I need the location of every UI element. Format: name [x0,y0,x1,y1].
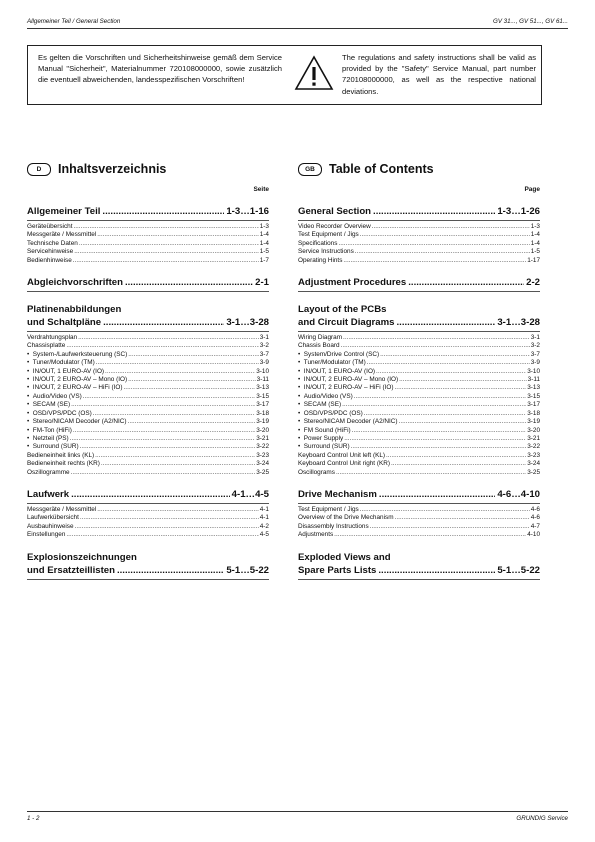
dot-leader [93,410,255,418]
dot-leader [354,393,526,401]
dot-leader [378,564,495,577]
dot-leader [397,316,496,329]
toc-entry-page: 3-23 [527,451,540,459]
toc-entry-title: • IN/OUT, 1 EURO-AV (IO) [298,368,375,376]
toc-section-page: 1-3…1-16 [226,206,269,217]
toc-entry [27,359,269,367]
toc-entry [298,223,540,231]
toc-entry-page: 3-15 [527,392,540,400]
header-right-text: GV 31..., GV 51..., GV 61... [493,18,568,25]
toc-section [298,303,540,477]
toc-entry-page: 3-7 [530,350,540,358]
toc-section-page: 5-1…5-22 [226,564,269,576]
toc-section-title: Spare Parts Lists [298,564,377,576]
dot-leader [391,460,526,468]
toc-section-title-line1: Exploded Views and [298,551,391,563]
toc-entry-title: Bedieneinheit rechts (KR) [27,460,100,468]
dot-leader [379,488,495,501]
dot-leader [360,231,530,239]
toc-entry [298,531,540,539]
dot-leader [79,240,259,248]
toc-section-heading [27,564,269,577]
toc-entry-page: 3-11 [527,376,540,384]
toc-entry [27,342,269,350]
toc-entry-page: 1-17 [527,256,540,264]
toc-entry [298,514,540,522]
toc-entry [298,410,540,418]
toc-entry [298,460,540,468]
toc-entry-title: • Netzteil (PS) [27,435,69,443]
toc-entry-page: 4-6 [530,505,540,513]
toc-entry-title: Chassis Board [298,342,340,350]
toc-entry [298,231,540,239]
toc-section-page: 5-1…5-22 [497,564,540,576]
section-divider [27,579,269,580]
toc-entry-page: 3-21 [256,434,269,442]
toc-entry-title: Keyboard Control Unit right (KR) [298,460,390,468]
toc-english-title [298,160,540,178]
dot-leader [95,452,255,460]
toc-entry [298,248,540,256]
toc-section [298,276,540,292]
toc-entry-page: 3-24 [527,460,540,468]
dot-leader [373,205,495,218]
toc-entry-page: 3-25 [256,468,269,476]
section-divider [27,503,269,504]
toc-entry [27,223,269,231]
toc-german-title [27,160,269,178]
toc-entry-page: 3-13 [256,384,269,392]
dot-leader [105,368,255,376]
toc-entry [27,368,269,376]
toc-entry [298,443,540,451]
toc-entry-title: Keyboard Control Unit left (KL) [298,451,386,459]
toc-entry-title: • System-/Laufwerksteuerung (SC) [27,351,127,359]
toc-entry-title: Ausbauhinweise [27,522,74,530]
toc-entry-page: 1-4 [259,231,269,239]
toc-entry-page: 4-7 [530,522,540,530]
toc-entry-title: Wiring Diagram [298,334,343,342]
toc-section [298,205,540,265]
page-header [27,16,568,29]
toc-entry-title: Overview of the Drive Mechanism [298,514,394,522]
toc-entry-page: 1-5 [530,248,540,256]
dot-leader [338,240,529,248]
toc-entry [298,452,540,460]
language-badge-gb: GB [298,163,322,176]
toc-entry-page: 3-23 [256,451,269,459]
warning-triangle-icon [294,55,334,91]
dot-leader [360,506,530,514]
toc-entry-title: Adjustments [298,531,334,539]
toc-entry [27,531,269,539]
toc-entry-page: 3-25 [527,468,540,476]
dot-leader [380,351,530,359]
dot-leader [351,443,527,451]
dot-leader [96,359,259,367]
toc-entry-title: • Stereo/NICAM Decoder (A2/NIC) [298,418,398,426]
toc-entry [27,452,269,460]
toc-entry-page: 3-9 [530,359,540,367]
toc-section-heading [298,316,540,329]
toc-entry [27,460,269,468]
dot-leader [70,435,256,443]
toc-entry [27,351,269,359]
toc-entry-page: 3-19 [527,418,540,426]
toc-section [298,551,540,580]
toc-entry [298,376,540,384]
dot-leader [125,276,253,289]
toc-entry-title: Test Equipment / Jigs [298,231,359,239]
toc-entry-page: 1-4 [530,231,540,239]
toc-entry-page: 3-18 [527,409,540,417]
toc-entry [27,334,269,342]
toc-entry-title: Operating Hints [298,256,343,264]
toc-section-heading [27,488,269,501]
toc-entry-page: 1-3 [259,223,269,230]
toc-entry [298,506,540,514]
toc-entry-title: • Power Supply [298,435,343,443]
toc-entry-title: • Audio/Video (VS) [27,393,82,401]
toc-section-page: 2-2 [526,277,540,289]
toc-entry [298,351,540,359]
toc-entry [298,334,540,342]
dot-leader [395,384,527,392]
toc-entry [27,376,269,384]
dot-leader [71,469,256,477]
toc-entry-title: Servicehinweise [27,248,74,256]
toc-entry-page: 1-4 [530,239,540,247]
toc-entry [27,469,269,477]
toc-entry-page: 3-20 [527,426,540,434]
dot-leader [73,427,255,435]
toc-entry [298,393,540,401]
toc-entry-page: 3-15 [256,392,269,400]
dot-leader [364,410,526,418]
toc-entry [27,523,269,531]
toc-entry-title: • IN/OUT, 2 EURO-AV – Mono (IO) [27,376,127,384]
toc-section-page: 2-1 [255,277,269,289]
toc-section-title-line1: Platinenabbildungen [27,304,122,316]
toc-section-heading [298,564,540,577]
toc-entry-page: 3-24 [256,460,269,468]
toc-entry-page: 3-1 [259,334,269,342]
toc-entry-page: 3-7 [259,350,269,358]
toc-entry [27,435,269,443]
dot-leader [97,231,258,239]
section-divider [298,291,540,292]
toc-entry-title: • IN/OUT, 1 EURO-AV (IO) [27,368,104,376]
toc-entry-page: 4-1 [259,505,269,513]
dot-leader [78,334,259,342]
toc-entry-title: Oszillogramme [27,468,70,476]
toc-entry-page: 3-20 [256,426,269,434]
dot-leader [334,531,526,539]
toc-entry [298,342,540,350]
dot-leader [97,506,258,514]
toc-entry [27,410,269,418]
toc-section-page: 3-1…3-28 [497,317,540,329]
toc-entry [27,384,269,392]
toc-section-title-line1: Layout of the PCBs [298,304,387,316]
toc-entry-page: 4-10 [527,531,540,539]
toc-entry [298,384,540,392]
toc-entry-title: • Tuner/Modulator (TM) [298,359,366,367]
toc-section [27,551,269,580]
toc-sections [298,205,540,580]
header-left-text: Allgemeiner Teil / General Section [27,18,121,25]
toc-entry [298,401,540,409]
toc-entry-title: • OSD/VPS/PDC (OS) [298,410,363,418]
toc-entry-page: 3-11 [256,376,269,384]
toc-entry-title: Specifications [298,239,338,247]
dot-leader [336,469,526,477]
dot-leader [367,359,530,367]
dot-leader [75,523,259,531]
toc-entry [298,523,540,531]
toc-entry [27,514,269,522]
toc-section-page: 4-1…4-5 [231,488,269,500]
dot-leader [386,452,526,460]
safety-notice-english: The regulations and safety instructions shall be valid as provided by the "Safety" Service Manual, part number 720108000000, as well as the respective national deviations. [342,53,536,96]
language-badge-de: D [27,163,51,176]
toc-section-title: Adjustment Procedures [298,277,407,289]
toc-entry-title: Video Recorder Overview [298,223,371,230]
toc-section-heading [27,316,269,329]
toc-entry [27,231,269,239]
toc-section [27,205,269,265]
toc-section-title: Drive Mechanism [298,488,377,500]
toc-entry [27,240,269,248]
toc-entry-page: 3-17 [256,401,269,409]
toc-section-title-line1: Explosionszeichnungen [27,551,137,563]
toc-entry-title: • Surround (SUR) [27,443,79,451]
safety-notice-german: Es gelten die Vorschriften und Sicherheitshinweise gemäß dem Service Manual "Sicherheit", Materialnummer 720108000000, sowie zusätzlich die eventuell abweichenden, landesspezifischen Vorschriften! [38,53,282,85]
toc-german-heading: Inhaltsverzeichnis [58,162,167,176]
toc-section-page: 1-3…1-26 [497,206,540,217]
toc-entry-page: 1-7 [259,256,269,264]
dot-leader [103,316,224,329]
toc-section [27,276,269,292]
toc-section-title: Abgleichvorschriften [27,277,123,289]
toc-entry-page: 3-18 [256,409,269,417]
toc-entry-page: 3-17 [527,401,540,409]
toc-entry-page: 3-1 [530,334,540,342]
toc-entry-title: Bedieneinheit links (KL) [27,451,95,459]
toc-entry-title: Laufwerkübersicht [27,514,79,522]
dot-leader [342,401,526,409]
toc-entry-page: 3-13 [527,384,540,392]
toc-entry-page: 4-1 [259,514,269,522]
toc-entry-title: Verdrahtungsplan [27,334,78,342]
dot-leader [395,514,530,522]
toc-entry-page: 3-10 [256,367,269,375]
toc-entry [298,359,540,367]
toc-entry [298,240,540,248]
toc-entry [27,443,269,451]
toc-entry [27,427,269,435]
toc-section-heading [298,488,540,501]
toc-entry-title: • FM Sound (HiFi) [298,427,351,435]
section-divider [27,291,269,292]
dot-leader [344,435,526,443]
toc-entry [27,506,269,514]
toc-english-column [298,160,540,582]
section-divider [27,220,269,221]
toc-entry-page: 4-6 [530,514,540,522]
toc-entry-page: 3-2 [259,342,269,350]
toc-entry-title: • IN/OUT, 2 EURO-AV – HiFi (IO) [298,384,394,392]
toc-entry-title: • Tuner/Modulator (TM) [27,359,95,367]
dot-leader [80,443,256,451]
toc-entry-title: Messgeräte / Messmittel [27,231,97,239]
toc-entry-page: 3-19 [256,418,269,426]
toc-section [27,303,269,477]
dot-leader [370,523,530,531]
toc-entry-title: • Stereo/NICAM Decoder (A2/NIC) [27,418,127,426]
dot-leader [73,223,258,231]
section-divider [27,331,269,332]
toc-entry-title: • OSD/VPS/PDC (OS) [27,410,92,418]
dot-leader [128,351,258,359]
toc-entry [298,257,540,265]
toc-entry [27,257,269,265]
toc-section-page: 3-1…3-28 [226,317,269,329]
dot-leader [80,514,259,522]
toc-entry-title: Messgeräte / Messmittel [27,505,97,513]
toc-entry-page: 1-4 [259,239,269,247]
dot-leader [117,564,224,577]
section-divider [298,331,540,332]
toc-entry-title: • FM-Ton (HiFi) [27,427,72,435]
section-divider [298,579,540,580]
toc-section-heading [298,205,540,218]
toc-section-heading [27,205,269,218]
toc-german-column [27,160,269,582]
toc-section-heading [298,276,540,289]
toc-entry [27,418,269,426]
toc-sections [27,205,269,580]
toc-entry-page: 3-10 [527,367,540,375]
dot-leader [83,393,255,401]
page-column-label: Seite [253,186,269,193]
toc-section-title: und Ersatzteillisten [27,564,115,576]
toc-entry-title: • Audio/Video (VS) [298,393,353,401]
toc-entry-page: 1-5 [259,248,269,256]
toc-entry-title: Bedienhinweise [27,256,72,264]
toc-entry-page: 3-22 [256,443,269,451]
safety-notice-box [27,45,542,105]
toc-english-heading: Table of Contents [329,162,434,176]
toc-section-title: General Section [298,206,372,217]
toc-entry-page: 3-21 [527,434,540,442]
dot-leader [66,531,258,539]
toc-section-heading [27,276,269,289]
dot-leader [73,257,259,265]
toc-section-title: and Circuit Diagrams [298,317,395,329]
toc-entry [298,368,540,376]
toc-entry-title: • IN/OUT, 2 EURO-AV – Mono (IO) [298,376,398,384]
dot-leader [352,427,527,435]
toc-entry [27,401,269,409]
section-divider [298,220,540,221]
toc-entry-title: Technische Daten [27,239,78,247]
toc-entry [298,469,540,477]
dot-leader [128,418,256,426]
dot-leader [74,248,259,256]
dot-leader [124,384,256,392]
toc-entry-title: • IN/OUT, 2 EURO-AV – HiFi (IO) [27,384,123,392]
toc-section [27,488,269,540]
page-column-label: Page [524,186,540,193]
toc-entry-title: • System/Drive Control (SC) [298,351,379,359]
dot-leader [341,342,530,350]
dot-leader [102,205,224,218]
toc-entry-title: Geräteübersicht [27,223,73,230]
toc-entry-title: Einstellungen [27,531,66,539]
toc-entry-page: 3-22 [527,443,540,451]
page-number: 1 - 2 [27,815,40,822]
dot-leader [399,376,527,384]
dot-leader [101,460,255,468]
dot-leader [343,257,526,265]
toc-entry [298,435,540,443]
toc-section [298,488,540,540]
dot-leader [343,334,530,342]
toc-entry-page: 3-2 [530,342,540,350]
toc-entry [27,248,269,256]
toc-entry-page: 1-3 [530,223,540,230]
toc-entry-page: 3-9 [259,359,269,367]
dot-leader [355,248,530,256]
dot-leader [71,401,255,409]
toc-entry [27,393,269,401]
toc-section-title: Laufwerk [27,488,70,500]
toc-entry-title: • Surround (SUR) [298,443,350,451]
toc-entry-page: 4-2 [259,522,269,530]
toc-entry [298,427,540,435]
dot-leader [66,342,258,350]
footer-brand: GRUNDIG Service [516,815,568,822]
page-footer [27,811,568,824]
dot-leader [376,368,526,376]
toc-entry-title: Disassembly Instructions [298,522,369,530]
toc-entry-title: Oscillograms [298,468,335,476]
toc-section-title: Allgemeiner Teil [27,206,101,217]
toc-entry-page: 4-5 [259,531,269,539]
toc-entry-title: Test Equipment / Jigs [298,505,359,513]
toc-entry-title: • SECAM (SE) [298,401,341,409]
dot-leader [128,376,256,384]
toc-section-title: und Schaltpläne [27,317,102,329]
dot-leader [71,488,230,501]
toc-entry-title: • SECAM (SE) [27,401,70,409]
dot-leader [372,223,530,231]
dot-leader [399,418,527,426]
toc-entry-title: Service Instructions [298,248,354,256]
dot-leader [408,276,524,289]
toc-section-page: 4-6…4-10 [497,488,540,500]
toc-entry-title: Chassisplatte [27,342,66,350]
section-divider [298,503,540,504]
toc-entry [298,418,540,426]
